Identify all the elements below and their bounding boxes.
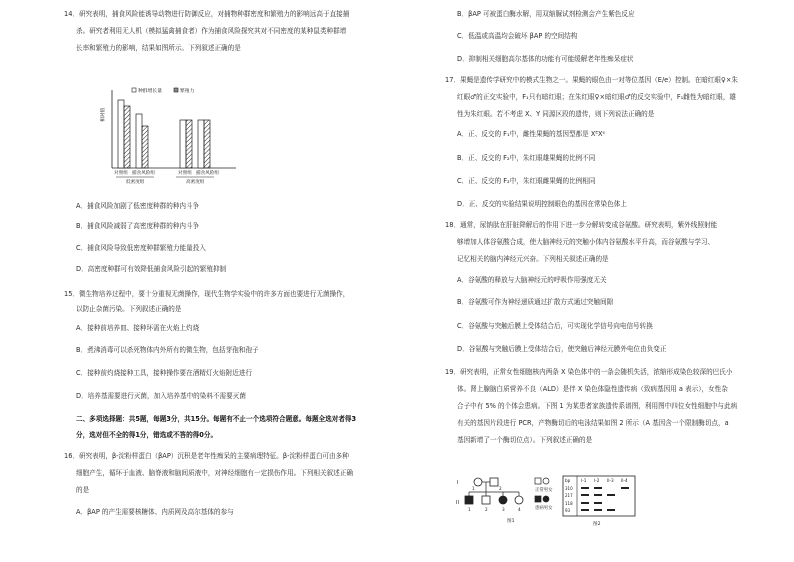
svg-text:bp: bp — [565, 478, 571, 483]
svg-text:2: 2 — [485, 507, 488, 512]
q19-stem-line1: 19．研究表明，正常女性细胞核内两条 X 染色体中的一条会随机失活，浓缩形成染色较深的巴氏小 — [445, 368, 733, 376]
q15-option-c: C．接种前灼烧接种工具，接种操作要在酒精灯火焰附近进行 — [76, 369, 253, 377]
xlabel-high-risk: 捕食风险组 — [196, 171, 219, 176]
svg-text:2: 2 — [499, 486, 502, 491]
bar-low-risk-growth — [136, 114, 142, 168]
q19-stem-line4: 有关的基因片段进行 PCR，产物酶切后的电泳结果如图 2 所示（A 基因含一个限制酶切点，a — [457, 419, 729, 427]
q16-option-b: B．βAP 可被蛋白酶水解，用双缩脲试剂检测会产生紫色反应 — [457, 10, 635, 18]
bar-high-risk-growth — [198, 120, 204, 168]
xlabel-low-control: 对照组 — [114, 171, 128, 176]
legend-swatch-plain — [132, 88, 136, 92]
q14-bar-chart — [96, 84, 296, 190]
q17-stem-line1: 17．果蝇是遗传学研究中的模式生物之一。果蝇的眼色由一对等位基因（E/e）控制。在暗红眼♀×朱 — [445, 76, 738, 84]
svg-text:217: 217 — [565, 493, 573, 498]
q18-option-c: C．谷氨酸与突触后膜上受体结合后，可实现化学信号向电信号转换 — [457, 322, 653, 330]
q16-option-c: C．低温或高温均会破坏 βAP 的空间结构 — [457, 32, 578, 40]
q17-option-c: C．正、反交的 F₂中，朱红眼雌果蝇的比例相同 — [457, 177, 596, 185]
group-low-label: 低密度组 — [126, 180, 145, 185]
section-heading-line2: 分，选对但不全的得1分，错选或不答的得0分。 — [76, 431, 218, 439]
svg-text:1: 1 — [468, 507, 471, 512]
q19-stem-line2: 体。肾上腺脑白质营养不良（ALD）是伴 X 染色体隐性遗传病（致病基因用 a 表示），女性杂 — [457, 385, 728, 393]
q15-option-a: A．接种前培养皿、接种环需在火焰上灼烧 — [76, 324, 200, 332]
q19-stem-line3: 合子中有 5% 的个体会患病。下图 1 为某患者家族遗传系谱图，利用图中四位女性细胞中与此病 — [457, 402, 738, 410]
svg-text:310: 310 — [565, 486, 573, 491]
xlabel-low-risk: 捕食风险组 — [132, 171, 155, 176]
q18-stem-line3: 记忆相关的脑内神经元兴奋。下列相关叙述正确的是 — [457, 255, 609, 263]
q17-stem-line2: 红眼♂的正交实验中，F₁只有暗红眼；在朱红眼♀×暗红眼♂的反交实验中，F₁雌性为暗红眼，雄 — [457, 93, 737, 101]
svg-text:I-2: I-2 — [594, 478, 600, 483]
q17-option-a: A．正、反交的 F₁中，雌性果蝇的基因型都是 XᴱXᵉ — [457, 130, 606, 138]
q17-option-b: B．正、反交的 F₂中，朱红眼雄果蝇的比例不同 — [457, 154, 596, 162]
gen-label-2: II — [456, 500, 459, 506]
gen1-female — [474, 478, 482, 486]
legend-plain-label: 种群增长量 — [138, 89, 162, 94]
bar-low-risk-fertility — [142, 126, 148, 168]
q16-stem-line1: 16．研究表明，β-淀粉样蛋白（βAP）沉积是老年性痴呆的主要病理特征。β-淀粉样蛋白可由多种 — [64, 452, 349, 460]
q16-stem-line3: 的是 — [76, 486, 90, 494]
q15-option-d: D．培养基需要进行灭菌，加入培养基中的染料不需要灭菌 — [76, 392, 246, 400]
gen2-male — [482, 496, 490, 504]
q15-stem-line2: 以防止杂菌污染。下列叙述正确的是 — [76, 305, 182, 313]
q18-option-a: A．谷氨酸的释放与大脑神经元的呼吸作用强度无关 — [457, 276, 607, 284]
gen-label-1: I — [457, 480, 459, 486]
q16-option-a: A．βAP 的产生需要核糖体、内质网及高尔基体的参与 — [76, 508, 234, 516]
xlabel-high-control: 对照组 — [178, 171, 192, 176]
q18-stem-line2: 够增加人体谷氨酸合成，使大脑神经元的突触小体内谷氨酸水平升高，而谷氨酸与学习、 — [457, 238, 715, 246]
q18-option-d: D．谷氨酸与突触后膜上受体结合后，使突触后神经元膜外电位由负变正 — [457, 345, 667, 353]
group-high-label: 高密度组 — [186, 180, 205, 185]
bar-high-risk-fertility — [204, 120, 210, 168]
q14-option-a: A．捕食风险加剧了低密度种群的种内斗争 — [76, 202, 200, 210]
chart-ylabel: 相对值 — [101, 107, 106, 122]
q14-stem-line3: 长率和繁殖力的影响，结果如图所示。下列叙述正确的是 — [76, 44, 241, 52]
bar-low-control-growth — [118, 100, 124, 168]
svg-text:4: 4 — [518, 507, 521, 512]
legend-swatch-hatched — [174, 88, 178, 92]
q18-stem-line1: 18．通常，尿钠肽在肝脏降解后的作用下进一步分解转变成谷氨酸。研究表明，紫外线照射能 — [445, 221, 718, 229]
section-heading-line1: 二、多项选择题：共5题，每题3分，共15分。每题有不止一个选项符合题意。每题全选对者得3 — [76, 415, 357, 423]
legend-affected: 患病男女 — [535, 506, 553, 511]
svg-text:118: 118 — [565, 501, 573, 506]
bar-high-control-fertility — [186, 120, 192, 168]
fig2-caption: 图2 — [593, 522, 601, 527]
svg-text:93: 93 — [565, 508, 571, 513]
bar-high-control-growth — [180, 120, 186, 168]
svg-text:II-4: II-4 — [621, 478, 628, 483]
gen2-female — [515, 496, 523, 504]
q19-stem-line5: 基因新增了一个酶切位点）。下列叙述正确的是 — [457, 436, 593, 444]
gel-figure — [561, 474, 641, 530]
svg-text:II-3: II-3 — [607, 478, 614, 483]
q17-option-d: D．正、反交的实验结果说明控制眼色的基因在常染色体上 — [457, 200, 627, 208]
q17-stem-line3: 性为朱红眼。若不考虑 X、Y 同源区段的遗传，则下列说法正确的是 — [457, 110, 655, 118]
q18-option-b: B．谷氨酸可作为神经递质通过扩散方式通过突触间隙 — [457, 298, 614, 306]
q14-option-d: D．高密度种群可有效降低捕食风险引起的繁殖抑制 — [76, 265, 227, 273]
gen2-affected-male — [465, 496, 473, 504]
q14-option-c: C．捕食风险导致低密度种群繁殖力能量投入 — [76, 244, 206, 252]
fig1-caption: 图1 — [507, 519, 515, 524]
svg-text:3: 3 — [502, 507, 505, 512]
q16-option-d: D．抑制相关细胞高尔基体的功能有可能缓解老年性痴呆症状 — [457, 55, 634, 63]
q14-option-b: B．捕食风险减弱了高密度种群的种内斗争 — [76, 222, 200, 230]
gen1-male — [490, 478, 498, 486]
q15-stem-line1: 15．微生物培养过程中，要十分重视无菌操作，现代生物学实验中的许多方面也要进行无菌操作， — [64, 290, 350, 298]
q16-stem-line2: 细胞产生，循环于血液、脑脊液和脑间质液中，对神经细胞有一定损伤作用。下列相关叙述正确 — [76, 469, 353, 477]
q15-option-b: B．煮沸消毒可以杀死物体内外所有的微生物，包括芽孢和孢子 — [76, 346, 259, 354]
bar-low-control-fertility — [124, 106, 130, 168]
q14-stem-line1: 14．研究表明，捕食风险能诱导动物进行防御反应，对捕物种群密度和繁殖力的影响远高于直接捕 — [64, 10, 350, 18]
svg-text:1: 1 — [472, 486, 475, 491]
gen2-affected-female — [499, 496, 507, 504]
svg-text:I-1: I-1 — [581, 478, 587, 483]
q14-stem-line2: 杀。研究者利用无人机（模拟猛禽捕食者）作为捕食风险探究其对不同密度的某种鼠类种群增 — [76, 27, 347, 35]
legend-hatched-label: 繁殖力 — [180, 89, 195, 94]
legend-normal: 正常男女 — [535, 488, 553, 493]
